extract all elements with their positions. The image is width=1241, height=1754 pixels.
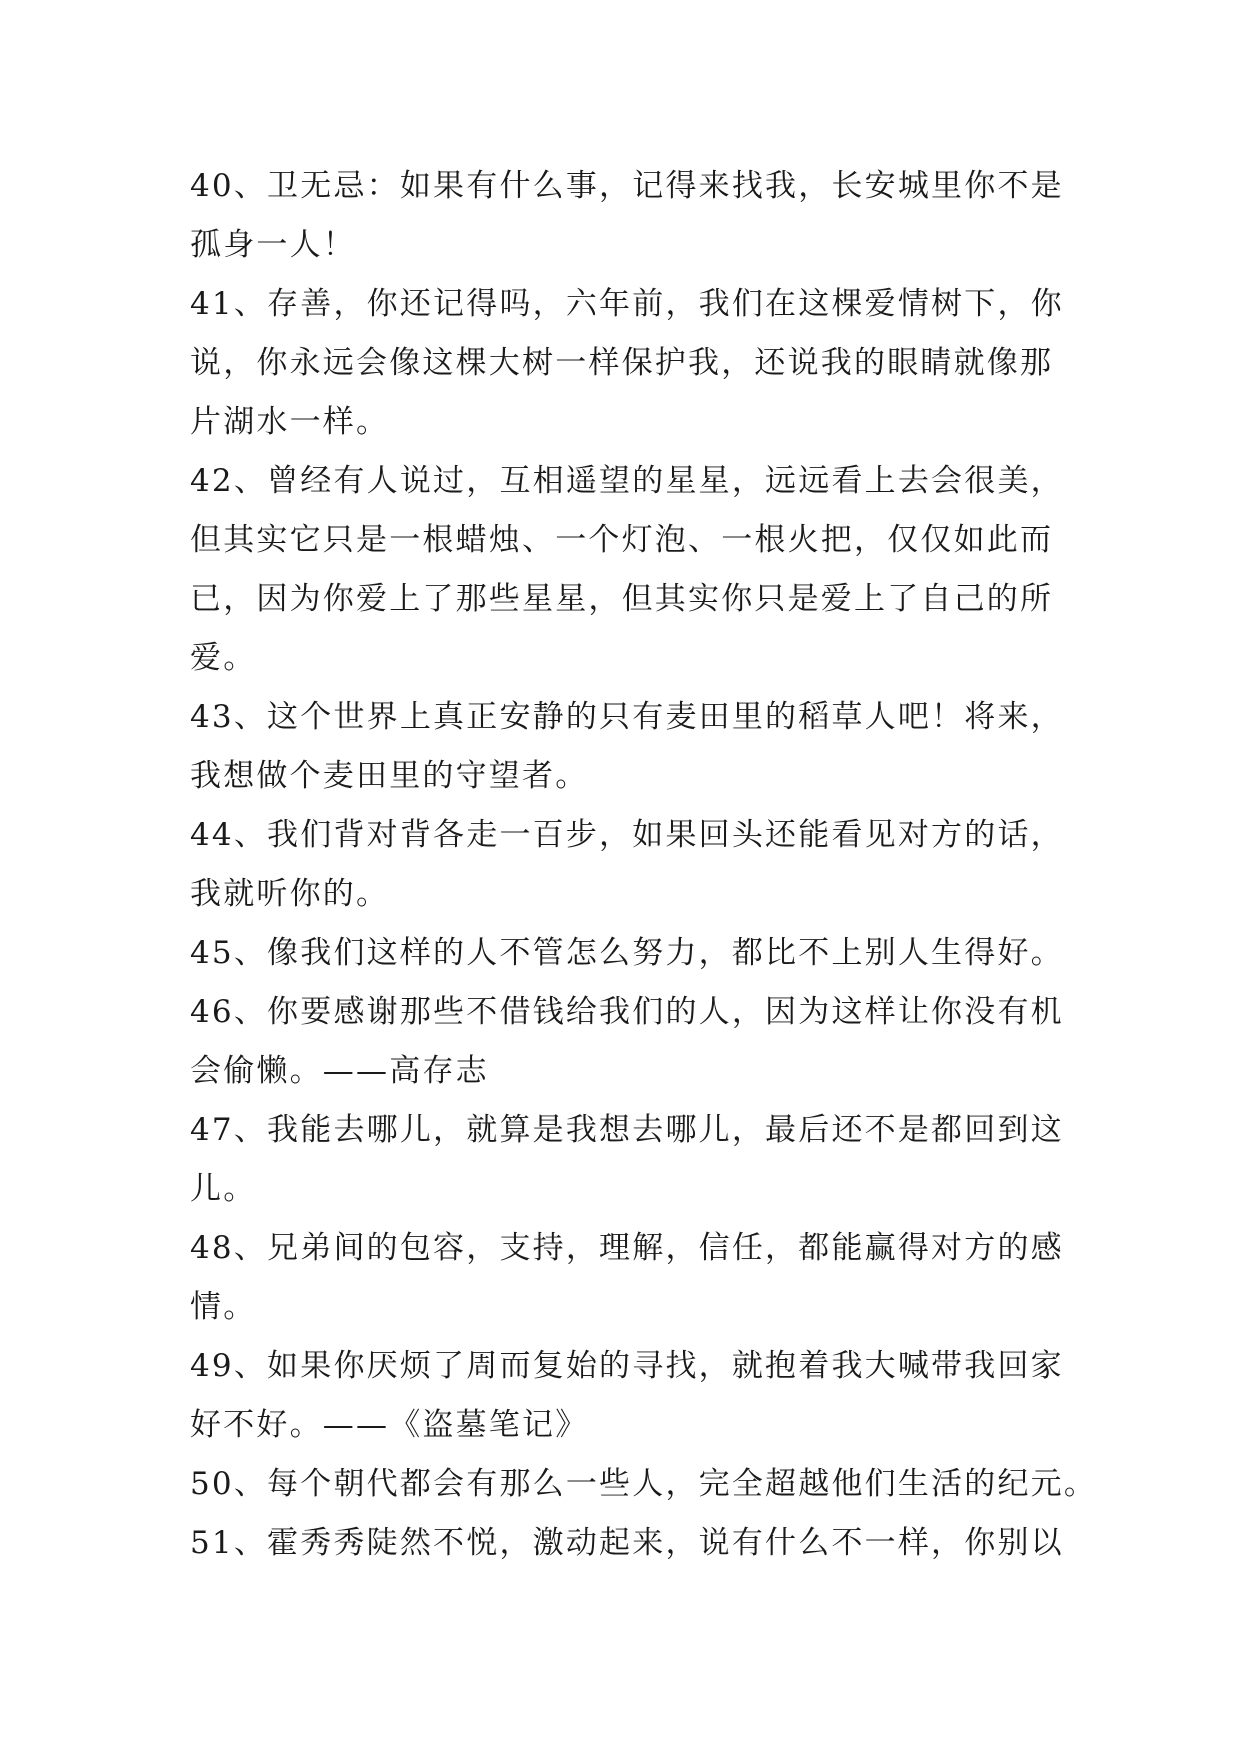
text-line: 情。 xyxy=(190,1289,257,1325)
text-line: 孤身一人！ xyxy=(190,227,356,263)
text-line: 好不好。——《盗墓笔记》 xyxy=(190,1407,589,1443)
text-line: 45、像我们这样的人不管怎么努力，都比不上别人生得好。 xyxy=(190,935,1064,971)
text-line: 42、曾经有人说过，互相遥望的星星，远远看上去会很美， xyxy=(190,463,1064,499)
text-line: 但其实它只是一根蜡烛、一个灯泡、一根火把，仅仅如此而 xyxy=(190,522,1054,558)
text-line: 46、你要感谢那些不借钱给我们的人，因为这样让你没有机 xyxy=(190,994,1064,1030)
text-line: 40、卫无忌：如果有什么事，记得来找我，长安城里你不是 xyxy=(190,168,1064,204)
text-line: 我就听你的。 xyxy=(190,876,390,912)
text-line: 49、如果你厌烦了周而复始的寻找，就抱着我大喊带我回家 xyxy=(190,1348,1064,1384)
document-body xyxy=(190,157,1098,1573)
text-line: 43、这个世界上真正安静的只有麦田里的稻草人吧！将来， xyxy=(190,699,1064,735)
text-line: 已，因为你爱上了那些星星，但其实你只是爱上了自己的所 xyxy=(190,581,1054,617)
text-line: 爱。 xyxy=(190,640,257,676)
text-line: 51、霍秀秀陡然不悦，激动起来，说有什么不一样，你别以 xyxy=(190,1525,1064,1561)
text-line: 会偷懒。——高存志 xyxy=(190,1053,489,1089)
text-line: 44、我们背对背各走一百步，如果回头还能看见对方的话， xyxy=(190,817,1064,853)
text-line: 说，你永远会像这棵大树一样保护我，还说我的眼睛就像那 xyxy=(190,345,1054,381)
text-line: 48、兄弟间的包容，支持，理解，信任，都能赢得对方的感 xyxy=(190,1230,1064,1266)
text-line: 41、存善，你还记得吗，六年前，我们在这棵爱情树下，你 xyxy=(190,286,1064,322)
text-line: 儿。 xyxy=(190,1171,257,1207)
text-line: 片湖水一样。 xyxy=(190,404,390,440)
text-line: 我想做个麦田里的守望者。 xyxy=(190,758,589,794)
text-line: 50、每个朝代都会有那么一些人，完全超越他们生活的纪元。 xyxy=(190,1466,1098,1502)
text-line: 47、我能去哪儿，就算是我想去哪儿，最后还不是都回到这 xyxy=(190,1112,1064,1148)
